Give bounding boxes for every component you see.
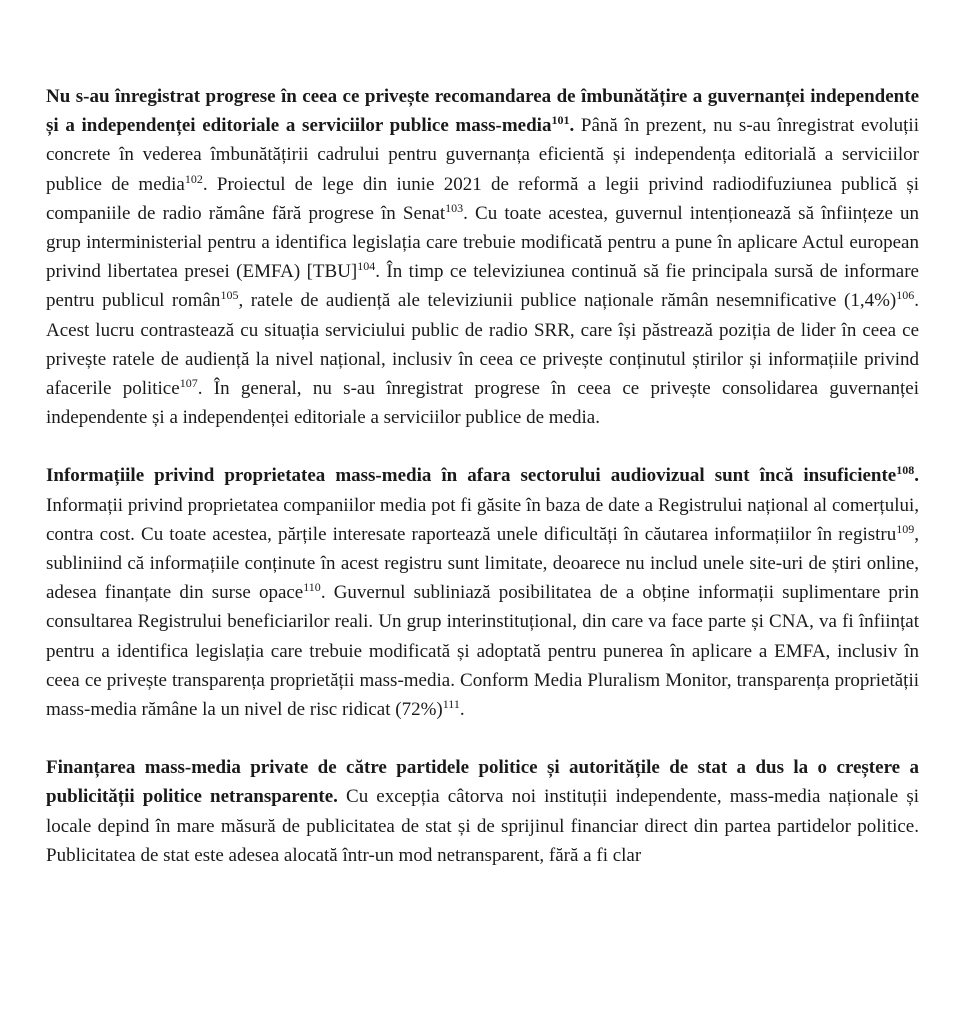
footnote-ref: 102 [184, 171, 203, 186]
body-text: . [459, 699, 465, 721]
body-text: . În general, nu s-au înregistrat progrese în ceea ce privește consolidarea guvernanței independente și a independenței editoriale a serviciilor publice de media. [46, 378, 920, 429]
body-text: . Acest lucru contrastează cu situația serviciului public de radio SRR, care își păstrează poziția de lider în ceea ce privește ratele de audiență la nivel național, inclusiv în ceea ce privește conținutul știrilor și informațiile privind afacerile politice [46, 290, 919, 400]
document-page [46, 82, 919, 899]
paragraph-political-advertising [46, 753, 919, 870]
footnote-ref: 101 [551, 113, 570, 128]
body-text: , subliniind că informațiile conținute în acest registru sunt limitate, deoarece nu includ unele site-uri de știri online, adesea finanțate din surse opace [46, 523, 919, 604]
bold-heading-text: Informațiile privind proprietatea mass-media în afara sectorului audiovizual sunt încă insuficiente [46, 465, 897, 487]
body-text: . Cu toate acestea, guvernul intenționează să înființeze un grup interministerial pentru a identifica legislația care trebuie modificată pentru a pune în aplicare Actul european privind libertatea presei (EMFA) [TBU] [46, 202, 920, 283]
footnote-ref: 111 [442, 697, 460, 712]
footnote-ref: 105 [220, 288, 239, 303]
bold-heading-text: . [569, 115, 575, 137]
body-text: . În timp ce televiziunea continuă să fie principala sursă de informare pentru publicul român [46, 261, 919, 312]
bold-heading-text: Finanțarea mass-media private de către partidele politice și autoritățile de stat a dus la o creștere a publicității politice netransparente. [46, 757, 919, 808]
body-text: Cu excepția câtorva noi instituții independente, mass-media naționale și locale depind în mare măsură de publicitatea de stat și de sprijinul financiar direct din partea partidelor politice. Publicitatea de stat este adesea alocată într-un mod netransparent, fără a fi clar [46, 786, 920, 866]
paragraph-public-media-governance [46, 82, 919, 432]
bold-heading-text: Nu s-au înregistrat progrese în ceea ce privește recomandarea de îmbunătățire a guvernanței independente și a independenței editoriale a serviciilor publice mass-media [46, 86, 919, 137]
body-text: . Proiectul de lege din iunie 2021 de reformă a legii privind radiodifuziunea publică și companiile de radio rămâne fără progrese în Senat [46, 173, 919, 224]
body-text: Până în prezent, nu s-au înregistrat evoluții concrete în vederea îmbunătățirii cadrului pentru guvernanța eficientă și independența editorială a serviciilor publice de media [46, 115, 919, 195]
paragraph-media-ownership [46, 461, 919, 724]
bold-heading-text: . [914, 465, 919, 487]
body-text: , ratele de audiență ale televiziunii publice naționale rămân nesemnificative (1,4%) [238, 290, 897, 312]
footnote-ref: 104 [357, 259, 376, 274]
footnote-ref: 107 [179, 376, 198, 391]
footnote-ref: 110 [303, 580, 321, 595]
body-text: Informații privind proprietatea companiilor media pot fi găsite în baza de date a Registrului național al comerțului, contra cost. Cu toate acestea, părțile interesate raportează unele dificultăți în căutarea informațiilor în registru [46, 494, 919, 545]
body-text: . Guvernul subliniază posibilitatea de a obține informații suplimentare prin consultarea Registrului beneficiarilor reali. Un grup interinstituțional, din care va face parte și CNA, va fi înființat pentru a identifica legislația care trebuie modificată și adoptată pentru punerea în aplicare a EMFA, inclusiv în ceea ce privește transparența proprietății mass-media. Conform Media Pluralism Monitor, transparența proprietății mass-media rămâne la un nivel de risc ridicat (72%) [46, 582, 919, 721]
footnote-ref: 106 [896, 288, 915, 303]
footnote-ref: 109 [896, 521, 915, 536]
footnote-ref: 103 [445, 200, 464, 215]
footnote-ref: 108 [896, 463, 915, 478]
